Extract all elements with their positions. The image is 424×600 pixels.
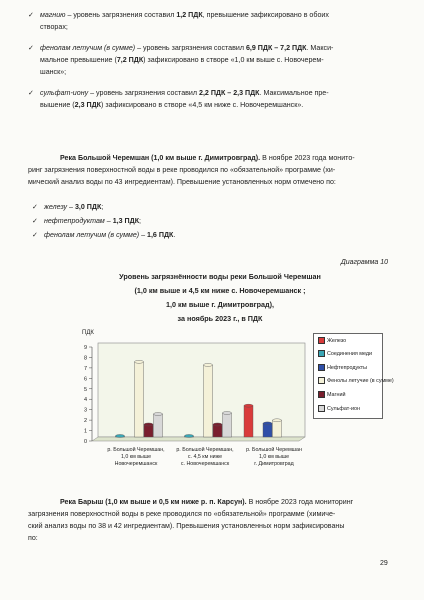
bar [144,424,153,437]
legend-item [318,377,394,384]
check-icon: ✓ [32,203,38,211]
bullet-iron: ✓ железу – 3,0 ПДК; [32,203,104,211]
legend-swatch [318,405,325,412]
bar-top [135,360,144,363]
legend-label: Сульфат-ион [327,405,360,412]
bar [135,362,144,437]
check-icon: ✓ [32,217,38,225]
legend-label: Фенолы летучие (в сумме) [327,377,394,384]
y-tick-label: 7 [83,365,87,372]
chart-title-line1: Уровень загрязнённости воды реки Большой Черемшан [119,272,321,281]
bar-top [244,404,253,407]
category-label: 1,0 км выше [258,454,290,460]
legend-item [318,405,360,412]
category-label: р. Большой Черемшан [246,447,302,453]
section1-line3: мический анализ воды по 43 ингредиентам). Превышение установленных норм отмечено по: [28,178,336,186]
page-number: 29 [380,560,388,567]
legend-label: Соединения меди [327,350,373,357]
bullet-magnesium-cont: створах; [40,23,68,31]
legend-item [318,364,367,371]
section1-line2: ринг загрязнения поверхностной воды в реке проводился по «обязательной» программе (хи- [28,166,336,174]
bar [185,436,194,437]
bar-top [263,422,272,425]
bar [154,414,163,437]
legend-swatch [318,391,325,398]
chart-title-line4: за ноябрь 2023 г., в ПДК [177,314,263,323]
y-tick-label: 6 [83,376,87,383]
category-label: р. Большой Черемшан, [107,447,165,453]
y-tick-label: 9 [83,345,87,351]
y-tick-label: 5 [83,386,87,393]
bullet-phenols: ✓ фенолам летучим (в сумме) – уровень загрязнения составил 6,9 ПДК – 7,2 ПДК. Макси- [28,44,334,52]
plot-floor [92,437,305,441]
section1-line1: Река Большой Черемшан (1,0 км выше г. Димитровград). В ноябре 2023 года монито- [60,154,355,162]
bullet-phenols-mid: ✓ фенолам летучим (в сумме) – 1,6 ПДК. [32,231,176,239]
bar-top [116,434,125,437]
bullet-magnesium: ✓ магнию – уровень загрязнения составил 1,2 ПДК, превышение зафиксировано в обоих [28,11,329,19]
legend-item [318,391,346,398]
bar-top [154,413,163,416]
legend-item [318,337,346,344]
bullet-phenols-cont2: шанск»; [40,68,67,76]
check-icon: ✓ [32,231,38,239]
chart-title-line2: (1,0 км выше и 4,5 км ниже с. Новочеремшанск ; [134,286,306,295]
legend-swatch [318,350,325,357]
plot-area [98,343,305,437]
bar-top [223,411,232,414]
category-label: с. Новочеремшанск [180,461,230,467]
bar [223,413,232,437]
y-axis-label: ПДК [82,330,94,336]
bar-top [185,434,194,437]
bar [244,406,253,437]
bar [213,424,222,437]
category-label: Новочеремшанск [114,461,158,467]
bullet-oil: ✓ нефтепродуктам – 1,3 ПДК; [32,217,142,225]
legend-label: Магний [327,391,346,398]
category-label: с. 4,5 км ниже [187,454,223,460]
bullet-phenols-cont: мальное превышение (7,2 ПДК) зафиксировано в створе «1,0 км выше с. Новочерем- [40,56,324,64]
check-icon: ✓ [28,89,34,97]
y-tick-label: 4 [83,397,87,404]
bar [273,420,282,437]
y-tick-label: 2 [83,418,87,425]
legend-swatch [318,337,325,344]
bar-top [273,419,282,422]
bar [263,423,272,437]
category-label: 1,0 км выше [120,454,152,460]
check-icon: ✓ [28,11,34,19]
bar-top [213,423,222,426]
legend-item [318,350,372,357]
chart-title-line3: 1,0 км выше г. Димитровград), [165,300,275,309]
diagram-label: Диаграмма 10 [340,259,388,266]
bar [204,365,213,437]
section2-line1: Река Барыш (1,0 км выше и 0,5 км ниже р. п. Карсун). В ноябре 2023 года мониторинг [60,498,354,506]
bullet-sulfate: ✓ сульфат-иону – уровень загрязнения составил 2,2 ПДК – 2,3 ПДК. Максимальное пре- [28,89,329,97]
bar [116,436,125,437]
section2-line2: загрязнения поверхностной воды в реке проводился по «обязательной» программе (химиче- [28,510,336,518]
legend-label: Железо [327,337,347,344]
bar-top [204,363,213,366]
chart-legend [313,333,394,419]
legend-label: Нефтепродукты [327,364,368,371]
bar-top [144,423,153,426]
section2-line4: по: [28,534,38,542]
y-tick-label: 0 [83,439,87,445]
y-tick-label: 1 [83,428,87,435]
check-icon: ✓ [28,44,34,52]
category-label: р. Большой Черемшан, [176,447,234,453]
bullet-sulfate-cont: вышение (2,3 ПДК) зафиксировано в створе «4,5 км ниже с. Новочеремшанск». [40,101,304,109]
section2-line3: ский анализ воды по 38 и 42 ингредиентам). Превышения установленных норм зафиксированы [28,522,345,530]
category-label: г. Димитровград [254,461,294,467]
legend-swatch [318,377,325,384]
y-tick-label: 3 [83,407,87,414]
legend-swatch [318,364,325,371]
y-tick-label: 8 [83,355,87,362]
